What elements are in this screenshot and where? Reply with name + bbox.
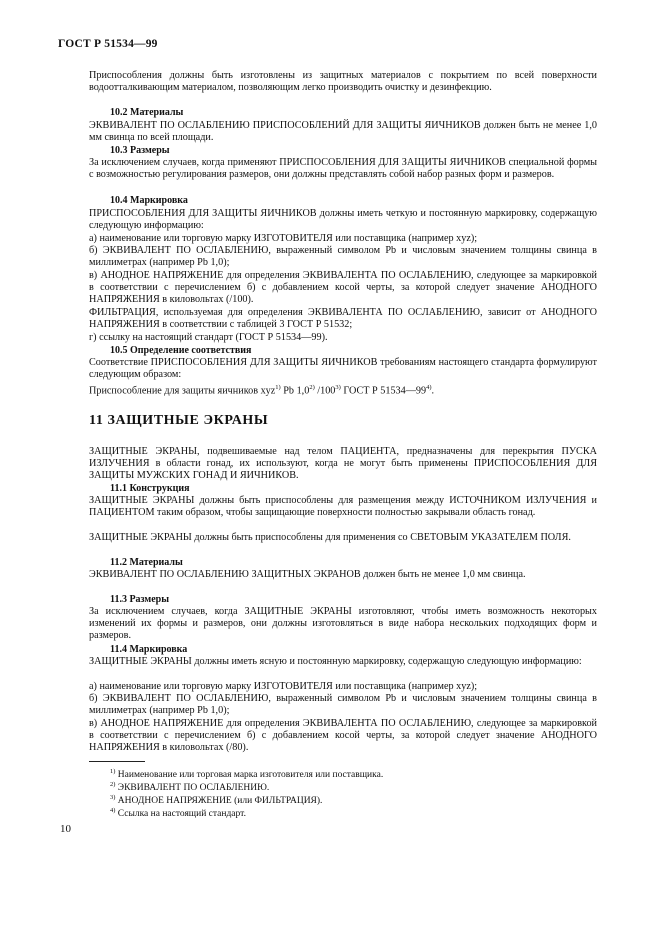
section-10-4-text: ПРИСПОСОБЛЕНИЯ ДЛЯ ЗАЩИТЫ ЯИЧНИКОВ должны иметь четкую и постоянную маркировку, содержащую следующую информацию:	[89, 208, 597, 232]
footnote-4: $^{4)}$ Ссылка на настоящий стандарт.	[110, 807, 246, 820]
section-10-5-heading: 10.5 Определение соответствия	[110, 345, 252, 356]
section-11-text: ЗАЩИТНЫЕ ЭКРАНЫ, подвешиваемые над телом ПАЦИЕНТА, предназначены для перекрытия ПУСКА ИЗЛУЧЕНИЯ в области гонад, их используют, когда не могут быть применены ПРИСПОСОБЛЕНИЯ ДЛЯ ЗАЩИТЫ МУЖСКИХ ГОНАД И ЯИЧНИКОВ.	[89, 446, 597, 482]
section-10-2-heading: 10.2 Материалы	[110, 107, 184, 118]
section-10-4-item-a: а) наименование или торговую марку ИЗГОТОВИТЕЛЯ или поставщика (например xyz);	[89, 233, 478, 244]
section-11-4-item-a: а) наименование или торговую марку ИЗГОТОВИТЕЛЯ или поставщика (например xyz);	[89, 681, 478, 692]
footnote-divider	[89, 761, 145, 762]
document-header-id: ГОСТ Р 51534—99	[58, 38, 158, 50]
footnote-ref-2: 2)	[309, 384, 315, 391]
section-10-5-text: Соответствие ПРИСПОСОБЛЕНИЯ ДЛЯ ЗАЩИТЫ ЯИЧНИКОВ требованиям настоящего стандарта формулируют следующим образом:	[89, 357, 597, 381]
footnote-3: $^{3)}$ АНОДНОЕ НАПРЯЖЕНИЕ (или ФИЛЬТРАЦИЯ).	[110, 794, 323, 807]
section-10-4-heading: 10.4 Маркировка	[110, 195, 188, 206]
section-11-4-item-v: в) АНОДНОЕ НАПРЯЖЕНИЕ для определения ЭКВИВАЛЕНТА ПО ОСЛАБЛЕНИЮ, следующее за маркировкой в соответствии с перечислением б) с добавлением косой черты, за которой следует значение АНОДНОГО НАПРЯЖЕНИЯ в киловольтах (/80).	[89, 718, 597, 754]
section-10-4-item-v: в) АНОДНОЕ НАПРЯЖЕНИЕ для определения ЭКВИВАЛЕНТА ПО ОСЛАБЛЕНИЮ, следующее за маркировкой в соответствии с перечислением б) с добавлением косой черты, за которой следует значение АНОДНОГО НАПРЯЖЕНИЯ в киловольтах (/100).	[89, 270, 597, 306]
section-11-2-heading: 11.2 Материалы	[110, 557, 183, 568]
section-11-4-heading: 11.4 Маркировка	[110, 644, 188, 655]
section-11-1-heading: 11.1 Конструкция	[110, 483, 190, 494]
footnote-ref-3: 3)	[335, 384, 341, 391]
section-10-4-item-b: б) ЭКВИВАЛЕНТ ПО ОСЛАБЛЕНИЮ, выраженный символом Pb и числовым значением толщины свинца в миллиметрах (например Pb 1,0);	[89, 245, 597, 269]
section-11-1-text-1: ЗАЩИТНЫЕ ЭКРАНЫ должны быть приспособлены для размещения между ИСТОЧНИКОМ ИЗЛУЧЕНИЯ и ПАЦИЕНТОМ таким образом, чтобы защищающие поверхности полностью закрывали область гонад.	[89, 495, 597, 519]
footnote-2: $^{2)}$ ЭКВИВАЛЕНТ ПО ОСЛАБЛЕНИЮ.	[110, 781, 270, 794]
page-number: 10	[60, 823, 71, 835]
footnote-ref-1: 1)	[275, 384, 281, 391]
section-11-4-text: ЗАЩИТНЫЕ ЭКРАНЫ должны иметь ясную и постоянную маркировку, содержащую следующую информацию:	[89, 656, 582, 667]
section-11-2-text: ЭКВИВАЛЕНТ ПО ОСЛАБЛЕНИЮ ЗАЩИТНЫХ ЭКРАНОВ должен быть не менее 1,0 мм свинца.	[89, 569, 526, 580]
section-10-2-text: ЭКВИВАЛЕНТ ПО ОСЛАБЛЕНИЮ ПРИСПОСОБЛЕНИЙ ДЛЯ ЗАЩИТЫ ЯИЧНИКОВ должен быть не менее 1,0 мм свинца по всей площади.	[89, 120, 597, 144]
section-11-3-text: За исключением случаев, когда ЗАЩИТНЫЕ ЭКРАНЫ изготовляют, чтобы иметь возможность некоторых изменений их формы и размеров, они должны изготовляться в виде набора нескольких подходящих форм и размеров.	[89, 606, 597, 642]
intro-paragraph: Приспособления должны быть изготовлены из защитных материалов с покрытием по всей поверхности водоотталкивающим материалом, позволяющим легко производить очистку и дезинфекцию.	[89, 70, 597, 94]
section-10-4-item-g: г) ссылку на настоящий стандарт (ГОСТ Р 51534—99).	[89, 332, 328, 343]
section-10-4-filtration: ФИЛЬТРАЦИЯ, используемая для определения ЭКВИВАЛЕНТА ПО ОСЛАБЛЕНИЮ, зависит от АНОДНОГО НАПРЯЖЕНИЯ в соответствии с таблицей 3 ГОСТ Р 51532;	[89, 307, 597, 331]
section-10-5-example: Приспособление для защиты яичников xyz$^{1)}$ Pb 1,0$^{2)}$ /100$^{3)}$ ГОСТ Р 51534—99$^{4)}$.	[89, 384, 435, 397]
section-10-3-text: За исключением случаев, когда применяют ПРИСПОСОБЛЕНИЯ ДЛЯ ЗАЩИТЫ ЯИЧНИКОВ специальной формы с возможностью регулирования размеров, они должны представлять собой набор разных форм и размеров.	[89, 157, 597, 181]
section-10-3-heading: 10.3 Размеры	[110, 145, 170, 156]
section-11-1-text-2: ЗАЩИТНЫЕ ЭКРАНЫ должны быть приспособлены для применения со СВЕТОВЫМ УКАЗАТЕЛЕМ ПОЛЯ.	[89, 532, 571, 543]
section-11-3-heading: 11.3 Размеры	[110, 594, 170, 605]
footnote-1: $^{1)}$ Наименование или торговая марка изготовителя или поставщика.	[110, 768, 384, 781]
section-11-heading: 11 ЗАЩИТНЫЕ ЭКРАНЫ	[89, 413, 269, 428]
footnote-ref-4: 4)	[426, 384, 432, 391]
section-11-4-item-b: б) ЭКВИВАЛЕНТ ПО ОСЛАБЛЕНИЮ, выраженный символом Pb и числовым значением толщины свинца в миллиметрах (например Pb 1,0);	[89, 693, 597, 717]
